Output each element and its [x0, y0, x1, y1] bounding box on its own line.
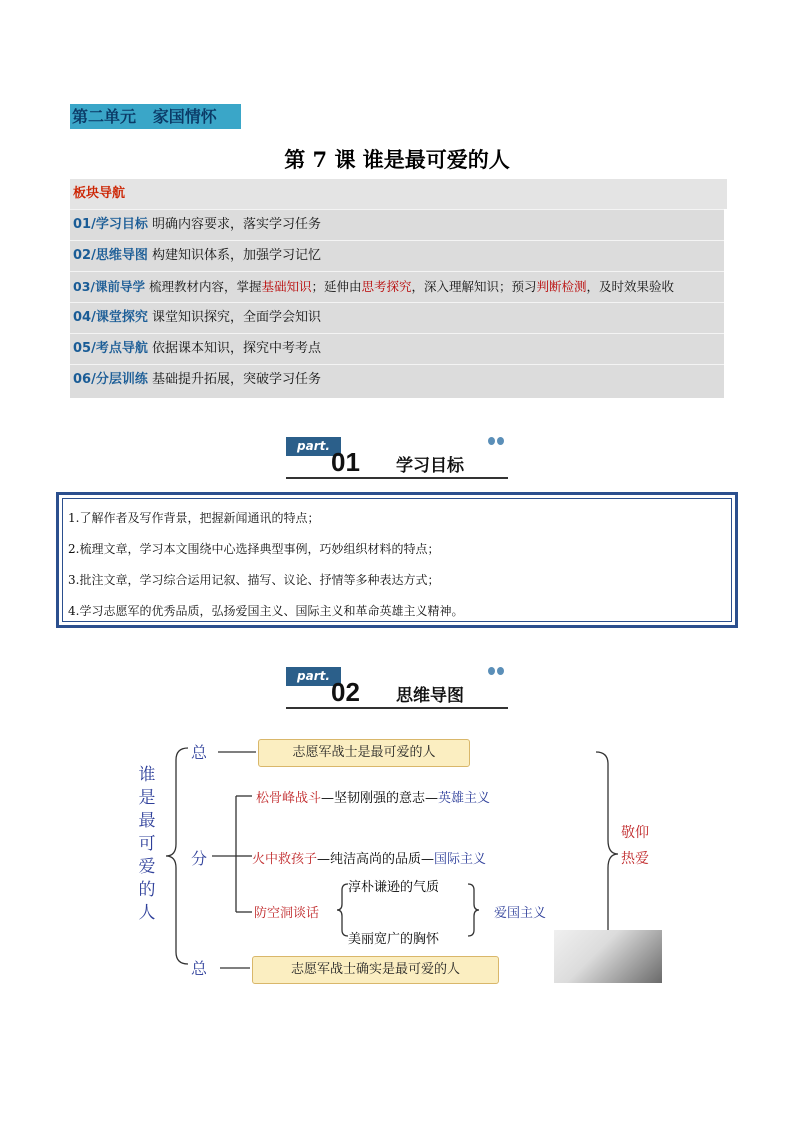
feeling-love: 热爱: [621, 851, 649, 867]
branch-songgufeng: 松骨峰战斗—坚韧刚强的意志—英雄主义: [256, 791, 491, 806]
learning-goals-box: [56, 492, 738, 628]
nav-highlight: 基础知识: [261, 279, 312, 294]
part-number: 01: [331, 447, 360, 477]
nav-row-02[interactable]: [70, 241, 724, 271]
nav-desc: 明确内容要求，落实学习任务: [151, 217, 321, 232]
nav-desc: 构建知识体系，加强学习记忆: [151, 248, 321, 263]
nav-desc: 课堂知识探究，全面学会知识: [151, 310, 321, 325]
section-heading-part02: [286, 667, 508, 711]
historical-photo: [554, 930, 662, 983]
goal-item: 1.了解作者及写作背景，把握新闻通讯的特点；: [68, 511, 320, 525]
nav-key: 02/思维导图: [73, 248, 148, 263]
branch-rescue-child: 火中救孩子—纯洁高尚的品质—国际主义: [252, 852, 487, 867]
feeling-admire: 敬仰: [621, 825, 649, 841]
goal-item: 3.批注文章，学习综合运用记叙、描写、议论、抒情等多种表达方式；: [68, 573, 440, 587]
nav-desc-part: ；延伸由: [311, 279, 362, 294]
heading-underline: [286, 477, 508, 479]
summary-box-bottom: 志愿军战士确实是最可爱的人: [252, 956, 499, 984]
part-title: 学习目标: [396, 456, 464, 476]
zong-bottom-label: 总: [191, 959, 208, 978]
nav-row-06[interactable]: [70, 365, 724, 395]
nav-row-05[interactable]: [70, 334, 724, 364]
nav-key: 03/课前导学: [73, 279, 145, 294]
nav-header: 板块导航: [70, 179, 727, 209]
nav-row-01[interactable]: [70, 210, 724, 240]
nav-key: 04/课堂探究: [73, 310, 148, 325]
summary-box-top: 志愿军战士是最可爱的人: [258, 739, 470, 767]
lesson-title: 第 7 课 谁是最可爱的人: [284, 147, 510, 172]
drop-icon: [497, 437, 504, 445]
drop-icon: [488, 437, 495, 445]
mind-map: [0, 730, 794, 990]
branch3-quality-1: 淳朴谦逊的气质: [348, 880, 440, 895]
nav-desc-part: ，及时效果验收: [586, 279, 675, 294]
branch-air-raid-shelter: 防空洞谈话: [254, 906, 320, 921]
nav-key: 06/分层训练: [73, 372, 148, 387]
nav-desc-part: 梳理教材内容，掌握: [148, 279, 262, 294]
part-tag: part.: [286, 667, 341, 686]
nav-key: 01/学习目标: [73, 217, 148, 232]
zong-top-label: 总: [191, 743, 208, 762]
drop-icon: [488, 667, 495, 675]
fen-label: 分: [191, 849, 208, 868]
nav-highlight: 判断检测: [536, 279, 587, 294]
branch3-quality-2: 美丽宽广的胸怀: [348, 932, 440, 947]
heading-underline: [286, 707, 508, 709]
nav-highlight: 思考探究: [361, 279, 412, 294]
nav-row-03[interactable]: [70, 272, 724, 302]
nav-desc: 依据课本知识，探究中考考点: [151, 341, 321, 356]
branch3-ism: 爱国主义: [494, 906, 547, 921]
nav-key: 05/考点导航: [73, 341, 148, 356]
section-heading-part01: [286, 437, 508, 481]
goal-item: 2.梳理文章，学习本文围绕中心选择典型事例，巧妙组织材料的特点；: [68, 542, 440, 556]
part-number: 02: [331, 677, 360, 707]
nav-desc: 基础提升拓展，突破学习任务: [151, 372, 321, 387]
unit-label: 第二单元 家国情怀: [70, 104, 241, 129]
nav-row-04[interactable]: [70, 303, 724, 333]
goal-item: 4.学习志愿军的优秀品质，弘扬爱国主义、国际主义和革命英雄主义精神。: [68, 604, 464, 618]
part-tag: part.: [286, 437, 341, 456]
mind-map-root: 谁 是 最 可 爱 的 人: [138, 765, 156, 923]
part-title: 思维导图: [396, 686, 464, 706]
drop-icon: [497, 667, 504, 675]
nav-desc-part: ，深入理解知识；预习: [411, 279, 537, 294]
module-navigation: [70, 179, 724, 398]
